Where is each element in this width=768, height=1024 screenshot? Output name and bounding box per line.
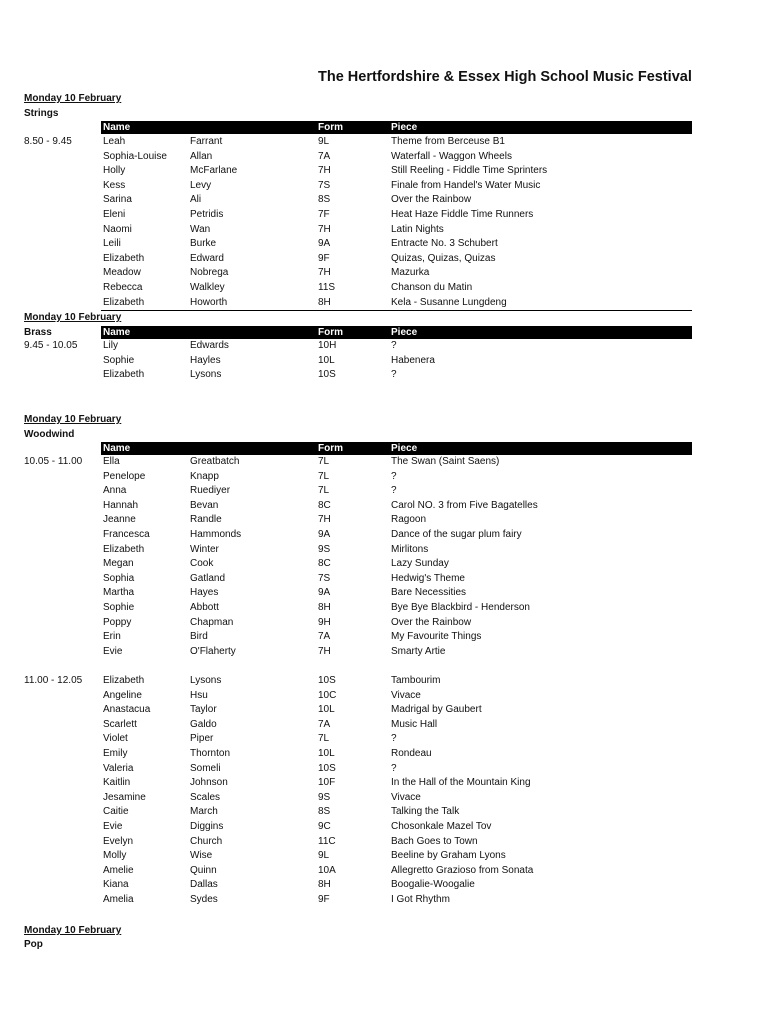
form-cell: 7H: [318, 645, 331, 657]
first-name: Erin: [103, 631, 121, 643]
header-piece: Piece: [391, 122, 418, 133]
first-name: Elizabeth: [103, 296, 145, 308]
header-piece: Piece: [391, 443, 418, 454]
form-cell: 10S: [318, 762, 336, 774]
form-cell: 8H: [318, 602, 331, 613]
last-name: Gatland: [190, 572, 226, 584]
form-cell: 10H: [318, 340, 337, 351]
last-name: Lysons: [190, 369, 222, 381]
last-name: Cook: [190, 558, 214, 570]
section-divider: [101, 310, 692, 311]
table-row: [0, 354, 692, 369]
form-cell: 7H: [318, 514, 331, 526]
last-name: Piper: [190, 733, 214, 745]
first-name: Evelyn: [103, 835, 134, 847]
form-cell: 10A: [318, 864, 336, 876]
first-name: Lily: [103, 340, 119, 351]
section-category-brass: Brass: [24, 327, 52, 338]
last-name: Galdo: [190, 718, 217, 730]
last-name: McFarlane: [190, 165, 238, 177]
form-cell: 9C: [318, 821, 331, 832]
table-row: [0, 864, 692, 879]
table-row: [0, 208, 692, 223]
first-name: Sophie: [103, 354, 135, 366]
last-name: Hsu: [190, 689, 208, 701]
section-category-woodwind: Woodwind: [24, 429, 75, 440]
piece-cell: Bare Necessities: [391, 587, 467, 599]
table-row: [0, 718, 692, 733]
first-name: Amelie: [103, 864, 134, 876]
last-name: Greatbatch: [190, 456, 240, 467]
form-cell: 11S: [318, 282, 336, 293]
first-name: Kiana: [103, 879, 129, 891]
section-day-strings: Monday 10 February: [24, 93, 122, 104]
piece-cell: ?: [391, 485, 397, 497]
table-row: [0, 339, 692, 354]
table-row: [0, 747, 692, 762]
first-name: Ella: [103, 456, 120, 467]
piece-cell: Mazurka: [391, 267, 430, 279]
last-name: Taylor: [190, 704, 217, 716]
last-name: Allan: [190, 150, 213, 162]
piece-cell: Smarty Artie: [391, 645, 446, 657]
section-category-pop: Pop: [24, 939, 43, 950]
last-name: Winter: [190, 543, 219, 555]
form-cell: 9A: [318, 238, 331, 250]
first-name: Hannah: [103, 499, 139, 511]
piece-cell: In the Hall of the Mountain King: [391, 777, 531, 789]
table-row: [0, 820, 692, 835]
first-name: Molly: [103, 850, 127, 862]
first-name: Caitie: [103, 806, 129, 818]
last-name: Diggins: [190, 821, 224, 832]
last-name: Ruediyer: [190, 485, 231, 497]
form-cell: 8S: [318, 806, 331, 818]
piece-cell: ?: [391, 762, 397, 774]
header-name: Name: [103, 122, 131, 133]
first-name: Megan: [103, 558, 134, 570]
last-name: Walkley: [190, 282, 225, 293]
form-cell: 9L: [318, 136, 330, 147]
piece-cell: Bye Bye Blackbird - Henderson: [391, 602, 530, 613]
table-header-strings: [101, 121, 692, 134]
piece-cell: Music Hall: [391, 718, 438, 730]
section-category-strings: Strings: [24, 108, 59, 119]
piece-cell: Finale from Handel's Water Music: [391, 179, 541, 191]
first-name: Anna: [103, 485, 127, 497]
first-name: Sophia: [103, 572, 135, 584]
last-name: Church: [190, 835, 223, 847]
piece-cell: My Favourite Things: [391, 631, 482, 643]
last-name: Bevan: [190, 499, 219, 511]
last-name: Petridis: [190, 209, 224, 220]
last-name: Scales: [190, 791, 221, 803]
last-name: Knapp: [190, 470, 219, 482]
last-name: Edward: [190, 252, 224, 264]
table-row: [0, 732, 692, 747]
piece-cell: Heat Haze Fiddle Time Runners: [391, 209, 534, 220]
last-name: Chapman: [190, 616, 234, 628]
table-row: [0, 455, 692, 470]
table-row: [0, 689, 692, 704]
last-name: Farrant: [190, 136, 223, 147]
table-row: [0, 499, 692, 514]
table-row: [0, 776, 692, 791]
header-form: Form: [318, 327, 343, 338]
first-name: Sophia-Louise: [103, 150, 167, 162]
first-name: Violet: [103, 733, 128, 745]
first-name: Sarina: [103, 194, 132, 206]
form-cell: 7A: [318, 150, 331, 162]
last-name: Nobrega: [190, 267, 229, 279]
first-name: Rebecca: [103, 282, 143, 293]
piece-cell: Carol NO. 3 from Five Bagatelles: [391, 499, 538, 511]
first-name: Martha: [103, 587, 135, 599]
form-cell: 7H: [318, 267, 331, 279]
first-name: Eleni: [103, 209, 126, 220]
piece-cell: ?: [391, 470, 397, 482]
piece-cell: Latin Nights: [391, 223, 444, 235]
piece-cell: Waterfall - Waggon Wheels: [391, 150, 512, 162]
header-name: Name: [103, 327, 131, 338]
form-cell: 9S: [318, 791, 331, 803]
first-name: Elizabeth: [103, 252, 145, 264]
piece-cell: Chanson du Matin: [391, 282, 473, 293]
last-name: Bird: [190, 631, 208, 643]
first-name: Francesca: [103, 529, 150, 540]
first-name: Evie: [103, 821, 123, 832]
piece-cell: Over the Rainbow: [391, 616, 472, 628]
table-row: [0, 252, 692, 267]
form-cell: 9A: [318, 587, 331, 599]
first-name: Jeanne: [103, 514, 136, 526]
form-cell: 7A: [318, 718, 331, 730]
piece-cell: Madrigal by Gaubert: [391, 704, 482, 716]
piece-cell: Kela - Susanne Lungdeng: [391, 296, 507, 308]
form-cell: 10C: [318, 689, 337, 701]
first-name: Angeline: [103, 689, 142, 701]
section-day-woodwind: Monday 10 February: [24, 414, 122, 425]
table-row: [0, 281, 692, 296]
first-name: Evie: [103, 645, 123, 657]
form-cell: 7F: [318, 209, 330, 220]
page-title: The Hertfordshire & Essex High School Music Festival: [318, 69, 692, 85]
first-name: Elizabeth: [103, 543, 145, 555]
first-name: Kess: [103, 179, 126, 191]
piece-cell: Lazy Sunday: [391, 558, 449, 570]
form-cell: 10S: [318, 369, 336, 381]
table-row: [0, 296, 692, 311]
table-row: [0, 616, 692, 631]
form-cell: 7S: [318, 572, 331, 584]
piece-cell: Dance of the sugar plum fairy: [391, 529, 522, 540]
piece-cell: I Got Rhythm: [391, 894, 450, 905]
piece-cell: Vivace: [391, 689, 421, 701]
first-name: Scarlett: [103, 718, 137, 730]
form-cell: 9S: [318, 543, 331, 555]
header-name: Name: [103, 443, 131, 454]
piece-cell: Over the Rainbow: [391, 194, 472, 206]
piece-cell: Beeline by Graham Lyons: [391, 850, 506, 862]
last-name: Sydes: [190, 894, 218, 905]
last-name: Randle: [190, 514, 222, 526]
last-name: Ali: [190, 194, 202, 206]
last-name: O'Flaherty: [190, 645, 236, 657]
table-row: [0, 805, 692, 820]
form-cell: 8C: [318, 558, 331, 570]
header-form: Form: [318, 443, 343, 454]
last-name: Wan: [190, 223, 211, 235]
table-row: [0, 484, 692, 499]
form-cell: 9F: [318, 894, 330, 905]
piece-cell: Allegretto Grazioso from Sonata: [391, 864, 534, 876]
first-name: Amelia: [103, 894, 134, 905]
first-name: Kaitlin: [103, 777, 131, 789]
piece-cell: Still Reeling - Fiddle Time Sprinters: [391, 165, 548, 177]
form-cell: 7L: [318, 733, 330, 745]
table-row: [0, 557, 692, 572]
first-name: Meadow: [103, 267, 141, 279]
table-row: [0, 849, 692, 864]
first-name: Leili: [103, 238, 121, 250]
table-header-brass: [101, 326, 692, 339]
piece-cell: Theme from Berceuse B1: [391, 136, 505, 147]
piece-cell: Talking the Talk: [391, 806, 460, 818]
first-name: Penelope: [103, 470, 146, 482]
last-name: Howorth: [190, 296, 228, 308]
form-cell: 7H: [318, 165, 331, 177]
form-cell: 7A: [318, 631, 331, 643]
piece-cell: Tambourim: [391, 675, 441, 686]
first-name: Valeria: [103, 762, 134, 774]
header-piece: Piece: [391, 327, 418, 338]
table-row: [0, 791, 692, 806]
table-row: [0, 762, 692, 777]
form-cell: 10S: [318, 675, 336, 686]
table-row: [0, 150, 692, 165]
table-row: [0, 223, 692, 238]
last-name: Dallas: [190, 879, 218, 891]
form-cell: 11C: [318, 835, 336, 847]
piece-cell: ?: [391, 369, 397, 381]
table-row: [0, 586, 692, 601]
form-cell: 8S: [318, 194, 331, 206]
form-cell: 10L: [318, 704, 335, 716]
form-cell: 10L: [318, 748, 335, 759]
first-name: Leah: [103, 136, 126, 147]
last-name: Wise: [190, 850, 213, 862]
last-name: Abbott: [190, 602, 219, 613]
piece-cell: Chosonkale Mazel Tov: [391, 821, 492, 832]
last-name: March: [190, 806, 218, 818]
piece-cell: Ragoon: [391, 514, 427, 526]
time-slot: 11.00 - 12.05: [24, 675, 83, 686]
section-day-pop: Monday 10 February: [24, 925, 122, 936]
form-cell: 9A: [318, 529, 331, 540]
form-cell: 9F: [318, 252, 330, 264]
table-row: [0, 179, 692, 194]
table-row: [0, 572, 692, 587]
table-row: [0, 543, 692, 558]
form-cell: 9H: [318, 616, 331, 628]
last-name: Levy: [190, 179, 212, 191]
form-cell: 10F: [318, 777, 336, 789]
table-row: [0, 674, 692, 689]
form-cell: 8H: [318, 296, 331, 308]
last-name: Someli: [190, 762, 221, 774]
form-cell: 7S: [318, 179, 331, 191]
table-header-woodwind: [101, 442, 692, 455]
form-cell: 8C: [318, 499, 331, 511]
piece-cell: Bach Goes to Town: [391, 835, 478, 847]
table-row: [0, 878, 692, 893]
piece-cell: Mirlitons: [391, 543, 429, 555]
first-name: Elizabeth: [103, 369, 145, 381]
first-name: Elizabeth: [103, 675, 145, 686]
table-row: [0, 893, 692, 908]
table-row: [0, 266, 692, 281]
table-row: [0, 630, 692, 645]
form-cell: 7L: [318, 456, 330, 467]
table-row: [0, 470, 692, 485]
header-form: Form: [318, 122, 343, 133]
form-cell: 7L: [318, 485, 330, 497]
time-slot: 8.50 - 9.45: [24, 136, 72, 147]
table-row: [0, 528, 692, 543]
piece-cell: Rondeau: [391, 748, 432, 759]
form-cell: 7H: [318, 223, 331, 235]
last-name: Lysons: [190, 675, 222, 686]
table-row: [0, 703, 692, 718]
last-name: Johnson: [190, 777, 228, 789]
form-cell: 10L: [318, 354, 335, 366]
piece-cell: Entracte No. 3 Schubert: [391, 238, 498, 250]
table-row: [0, 601, 692, 616]
last-name: Hayes: [190, 587, 219, 599]
piece-cell: Boogalie-Woogalie: [391, 879, 475, 891]
form-cell: 9L: [318, 850, 330, 862]
table-row: [0, 513, 692, 528]
piece-cell: Vivace: [391, 791, 421, 803]
table-row: [0, 135, 692, 150]
last-name: Hayles: [190, 354, 221, 366]
piece-cell: ?: [391, 340, 397, 351]
time-slot: 10.05 - 11.00: [24, 456, 83, 467]
table-row: [0, 645, 692, 660]
last-name: Hammonds: [190, 529, 242, 540]
table-row: [0, 193, 692, 208]
first-name: Naomi: [103, 223, 132, 235]
piece-cell: The Swan (Saint Saens): [391, 456, 500, 467]
table-row: [0, 164, 692, 179]
section-day-brass: Monday 10 February: [24, 312, 122, 323]
first-name: Emily: [103, 748, 128, 759]
piece-cell: Hedwig's Theme: [391, 572, 465, 584]
form-cell: 7L: [318, 470, 330, 482]
time-slot: 9.45 - 10.05: [24, 340, 78, 351]
table-row: [0, 237, 692, 252]
table-row: [0, 368, 692, 383]
piece-cell: ?: [391, 733, 397, 745]
last-name: Quinn: [190, 864, 217, 876]
table-row: [0, 835, 692, 850]
piece-cell: Habenera: [391, 354, 435, 366]
first-name: Jesamine: [103, 791, 146, 803]
piece-cell: Quizas, Quizas, Quizas: [391, 252, 496, 264]
first-name: Poppy: [103, 616, 132, 628]
first-name: Sophie: [103, 602, 135, 613]
first-name: Anastacua: [103, 704, 151, 716]
last-name: Edwards: [190, 340, 229, 351]
last-name: Burke: [190, 238, 217, 250]
form-cell: 8H: [318, 879, 331, 891]
last-name: Thornton: [190, 748, 231, 759]
first-name: Holly: [103, 165, 126, 177]
